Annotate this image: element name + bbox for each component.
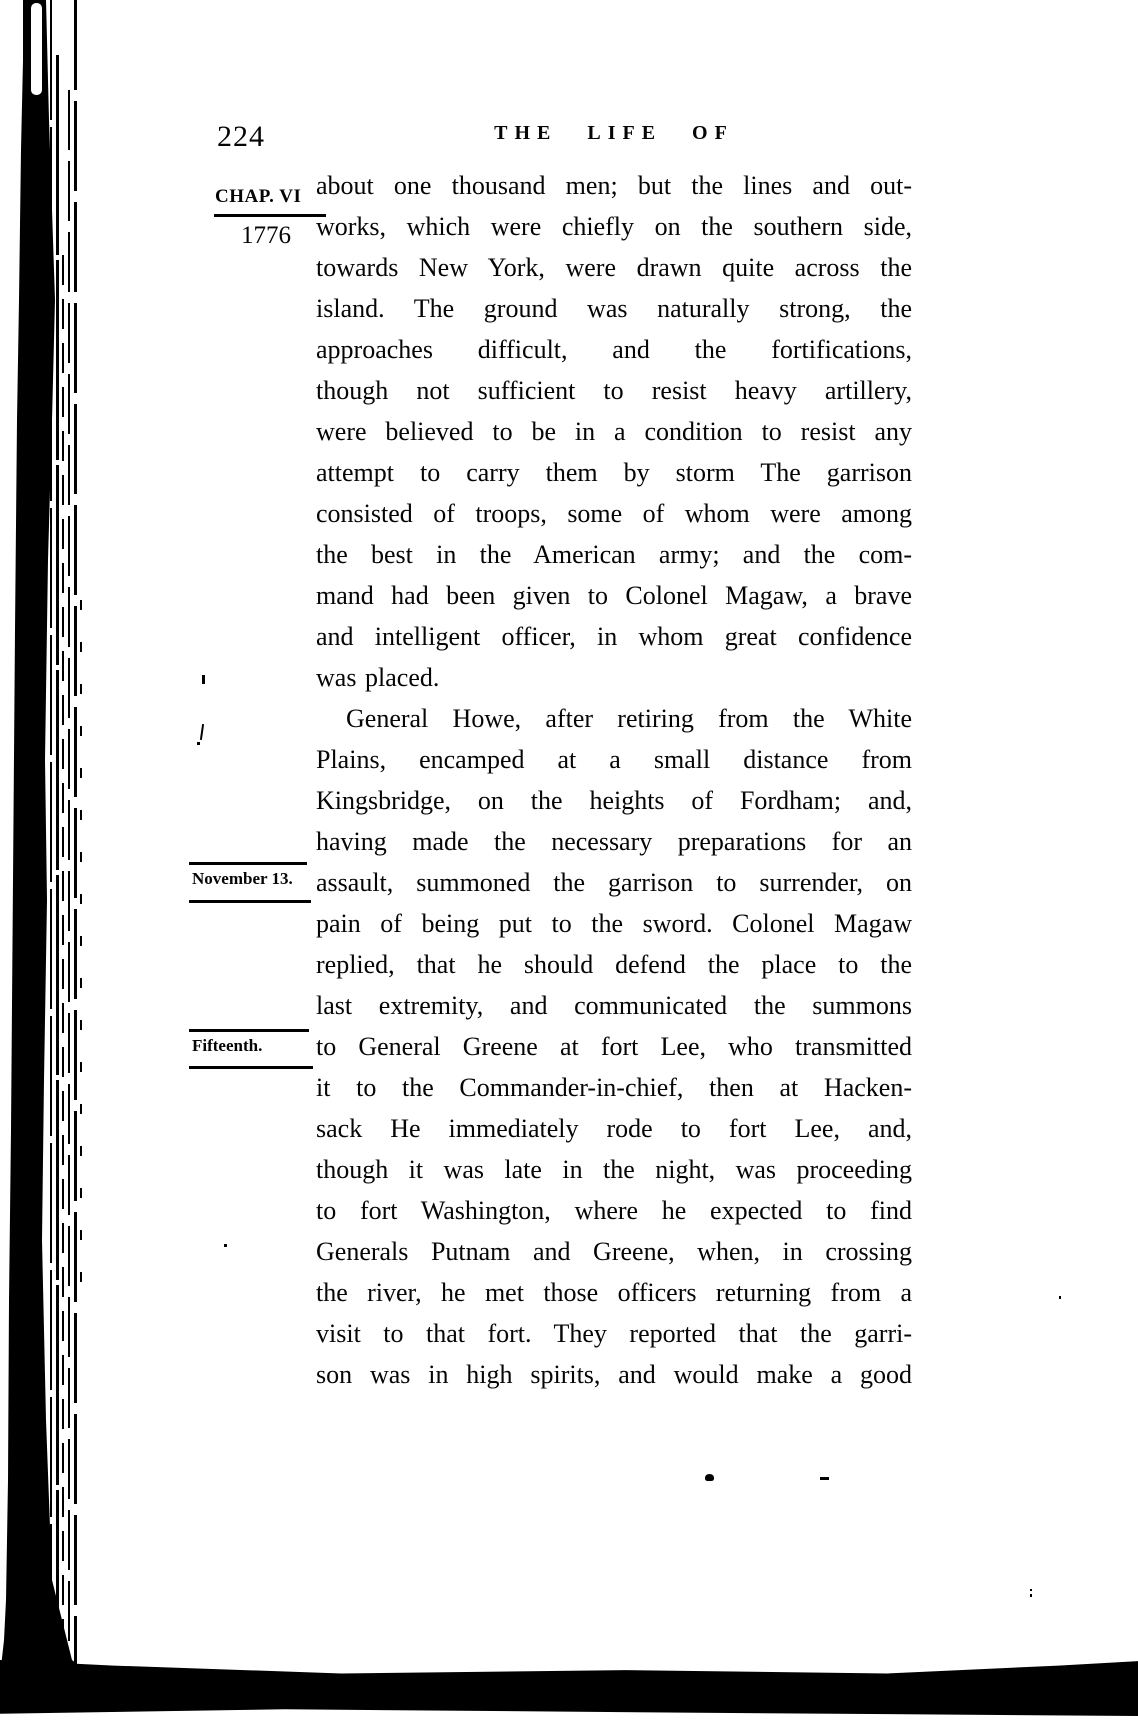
body-text-line: the river, he met those officers returning from a (316, 1278, 912, 1307)
scan-artifact-speck (705, 1474, 714, 1481)
scan-artifact-speck (1030, 1594, 1032, 1597)
scan-artifact-speck (202, 675, 205, 684)
body-text-line: son was in high spirits, and would make a good (316, 1360, 912, 1389)
body-text-line: to fort Washington, where he expected to find (316, 1196, 912, 1225)
margin-year-note: 1776 (241, 222, 291, 249)
scan-artifact-speck (224, 1244, 227, 1247)
body-text-line: was placed. (316, 663, 440, 692)
body-text-line: though it was late in the night, was proceeding (316, 1155, 912, 1184)
body-text-line: Generals Putnam and Greene, when, in crossing (316, 1237, 912, 1266)
body-text-line: assault, summoned the garrison to surrender, on (316, 868, 912, 897)
margin-rule (189, 862, 307, 865)
running-header: THE LIFE OF (494, 122, 734, 144)
body-text-line: though not sufficient to resist heavy artillery, (316, 376, 912, 405)
body-text-line: towards New York, were drawn quite across the (316, 253, 912, 282)
body-text-line: to General Greene at fort Lee, who transmitted (316, 1032, 912, 1061)
body-text-line: island. The ground was naturally strong, the (316, 294, 912, 323)
body-text-line: approaches difficult, and the fortifications, (316, 335, 912, 364)
body-text-line: visit to that fort. They reported that the garri- (316, 1319, 912, 1348)
scan-artifact-binding-band (0, 0, 92, 1676)
body-text (316, 165, 912, 1395)
margin-rule (189, 1066, 313, 1069)
scan-artifact-binding-highlight (31, 3, 42, 95)
body-text-line: Kingsbridge, on the heights of Fordham; and, (316, 786, 912, 815)
scan-artifact-streak (80, 600, 82, 1300)
margin-rule (189, 900, 311, 903)
margin-date-note-november-13: November 13. (192, 869, 293, 888)
body-text-line: were believed to be in a condition to resist any (316, 417, 912, 446)
scan-artifact-streak (62, 255, 64, 1665)
margin-rule (189, 1029, 309, 1032)
scan-artifact-speck (200, 724, 204, 740)
scan-artifact-streak (74, 0, 77, 1666)
body-text-line: consisted of troops, some of whom were among (316, 499, 912, 528)
body-text-line: and intelligent officer, in whom great confidence (316, 622, 912, 651)
body-text-line: the best in the American army; and the com- (316, 540, 912, 569)
body-text-line: replied, that he should defend the place to the (316, 950, 912, 979)
body-text-line: works, which were chiefly on the southern side, (316, 212, 912, 241)
margin-rule (214, 214, 326, 217)
scan-artifact-bottom-bar (0, 1660, 1138, 1716)
scan-artifact-streak (56, 55, 59, 1665)
scan-artifact-speck (1030, 1589, 1032, 1591)
scan-artifact-speck (1059, 1296, 1061, 1299)
body-text-line: about one thousand men; but the lines and out- (316, 171, 912, 200)
body-text-line: attempt to carry them by storm The garrison (316, 458, 912, 487)
body-text-line: pain of being put to the sword. Colonel Magaw (316, 909, 912, 938)
scan-artifact-streak (50, 0, 52, 1665)
body-text-line: it to the Commander-in-chief, then at Hacken- (316, 1073, 912, 1102)
body-text-line: last extremity, and communicated the summons (316, 991, 912, 1020)
margin-chapter-note: CHAP. VI (215, 186, 302, 207)
body-text-line: sack He immediately rode to fort Lee, and, (316, 1114, 912, 1143)
body-text-line: mand had been given to Colonel Magaw, a brave (316, 581, 912, 610)
body-text-line: Plains, encamped at a small distance from (316, 745, 912, 774)
scan-artifact-speck (820, 1477, 829, 1480)
margin-date-note-fifteenth: Fifteenth. (192, 1036, 263, 1055)
body-text-line: having made the necessary preparations for an (316, 827, 912, 856)
scan-artifact-speck (197, 742, 200, 745)
page-number: 224 (217, 120, 265, 153)
scan-artifact-streak (68, 90, 70, 1666)
body-text-line: General Howe, after retiring from the White (346, 704, 912, 733)
